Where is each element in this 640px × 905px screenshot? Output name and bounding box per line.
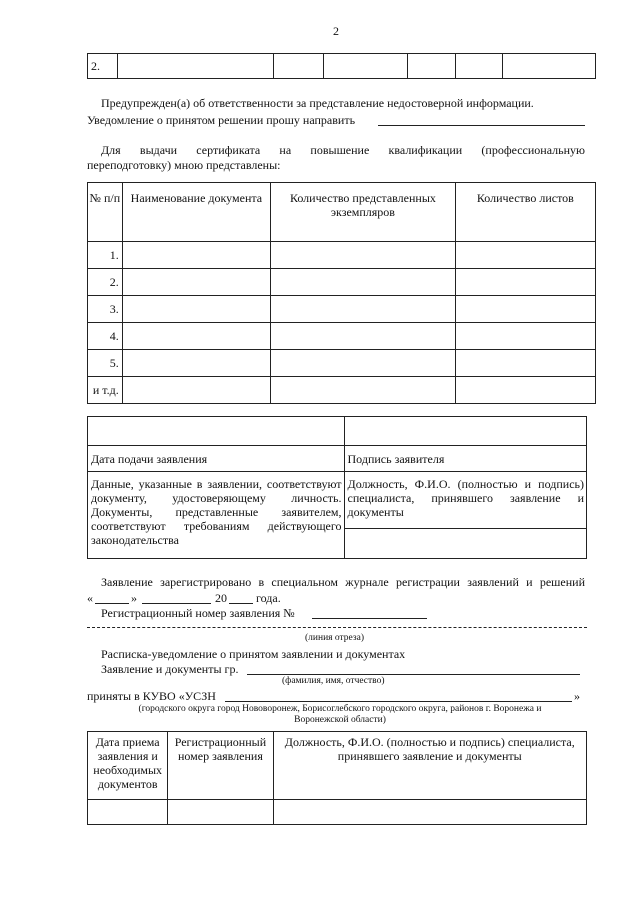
row-copies-count[interactable] <box>271 323 456 350</box>
row-number: 3. <box>88 296 123 323</box>
row-number: 2. <box>88 269 123 296</box>
signature-label: Подпись заявителя <box>344 446 586 472</box>
row-copies-count[interactable] <box>271 242 456 269</box>
top-table-cell <box>503 54 596 79</box>
header-receipt-reg-number: Регистрационный номер заявления <box>168 732 273 800</box>
quote-open: « <box>87 591 93 605</box>
notification-field[interactable] <box>378 125 585 126</box>
row-sheets-count[interactable] <box>455 269 595 296</box>
registration-line1: Заявление зарегистрировано в специальном журнале регистрации заявлений и решений <box>101 575 585 589</box>
table-row <box>88 377 596 404</box>
year-prefix: 20 <box>215 591 227 605</box>
specialist-signature-cell[interactable] <box>344 529 586 559</box>
row-document-name[interactable] <box>122 296 270 323</box>
accepted-label: приняты в КУВО «УСЗН <box>87 689 216 703</box>
top-table-cell <box>323 54 407 79</box>
receipt-date-cell[interactable] <box>88 800 168 825</box>
receipt-reg-number-cell[interactable] <box>168 800 273 825</box>
header-receipt-specialist: Должность, Ф.И.О. (полностью и подпись) специалиста, принявшего заявление и документы <box>273 732 586 800</box>
row-number: 1. <box>88 242 123 269</box>
institution-hint-line2: Воронежской области) <box>294 715 386 725</box>
warning-text: Предупрежден(а) об ответственности за представление недостоверной информации. <box>101 96 534 110</box>
header-copies-count: Количество представленных экземпляров <box>271 183 456 242</box>
documents-table-header <box>88 183 596 242</box>
row-sheets-count[interactable] <box>455 296 595 323</box>
top-table-cell <box>117 54 273 79</box>
intro-line2: переподготовку) мною представлены: <box>87 158 281 172</box>
header-receipt-date: Дата приема заявления и необходимых документов <box>88 732 168 800</box>
table-row <box>88 296 596 323</box>
row-number: 4. <box>88 323 123 350</box>
top-table <box>87 53 596 79</box>
table-row <box>88 323 596 350</box>
row-sheets-count[interactable] <box>455 377 595 404</box>
institution-hint-line1: (городского округа город Нововоронеж, Борисоглебского городского округа, районов г. Воронежа и <box>138 704 542 714</box>
top-table-cell <box>407 54 455 79</box>
table-row <box>88 350 596 377</box>
row-document-name[interactable] <box>122 323 270 350</box>
applicant-name-field[interactable] <box>247 674 580 675</box>
header-number: № п/п <box>88 183 123 242</box>
date-label: Дата подачи заявления <box>88 446 345 472</box>
application-blank-cell[interactable] <box>88 417 345 446</box>
table-row <box>88 242 596 269</box>
row-document-name[interactable] <box>122 350 270 377</box>
application-table <box>87 416 587 559</box>
cut-line <box>87 627 587 628</box>
applicant-label: Заявление и документы гр. <box>101 662 239 676</box>
day-field[interactable] <box>95 603 129 604</box>
quote-close: » <box>131 591 137 605</box>
cut-line-label: (линия отреза) <box>305 633 365 643</box>
row-sheets-count[interactable] <box>455 350 595 377</box>
year-suffix: года. <box>256 591 281 605</box>
year-field[interactable] <box>229 603 253 604</box>
reg-number-label: Регистрационный номер заявления № <box>101 606 295 620</box>
page-number: 2 <box>333 24 339 38</box>
row-number: и т.д. <box>88 377 123 404</box>
row-sheets-count[interactable] <box>455 323 595 350</box>
receipt-title: Расписка-уведомление о принятом заявлении и документах <box>101 647 406 661</box>
institution-field[interactable] <box>225 701 572 702</box>
row-document-name[interactable] <box>122 377 270 404</box>
application-blank-cell[interactable] <box>344 417 586 446</box>
row-document-name[interactable] <box>122 242 270 269</box>
row-copies-count[interactable] <box>271 377 456 404</box>
receipt-table <box>87 731 587 825</box>
notification-label: Уведомление о принятом решении прошу направить <box>87 113 356 127</box>
row-copies-count[interactable] <box>271 296 456 323</box>
month-field[interactable] <box>142 603 211 604</box>
documents-table <box>87 182 596 404</box>
accepted-close: » <box>574 689 580 703</box>
top-table-cell <box>456 54 503 79</box>
row-copies-count[interactable] <box>271 350 456 377</box>
row-sheets-count[interactable] <box>455 242 595 269</box>
header-document-name: Наименование документа <box>122 183 270 242</box>
row-number: 5. <box>88 350 123 377</box>
row-document-name[interactable] <box>122 269 270 296</box>
intro-line1: Для выдачи сертификата на повышение квалификации (профессиональную <box>101 143 585 157</box>
header-sheets-count: Количество листов <box>455 183 595 242</box>
top-table-row-number: 2. <box>88 54 118 79</box>
top-table-cell <box>274 54 324 79</box>
row-copies-count[interactable] <box>271 269 456 296</box>
reg-number-field[interactable] <box>312 618 427 619</box>
table-row <box>88 269 596 296</box>
data-conformity-text: Данные, указанные в заявлении, соответствуют документу, удостоверяющему личность. Документы, представленные заявителем, соответствуют требованиям действующего законодательства <box>88 472 345 559</box>
receipt-specialist-cell[interactable] <box>273 800 586 825</box>
specialist-label: Должность, Ф.И.О. (полностью и подпись) специалиста, принявшего заявление и документы <box>344 472 586 529</box>
applicant-hint: (фамилия, имя, отчество) <box>282 676 385 686</box>
table-row <box>88 800 587 825</box>
